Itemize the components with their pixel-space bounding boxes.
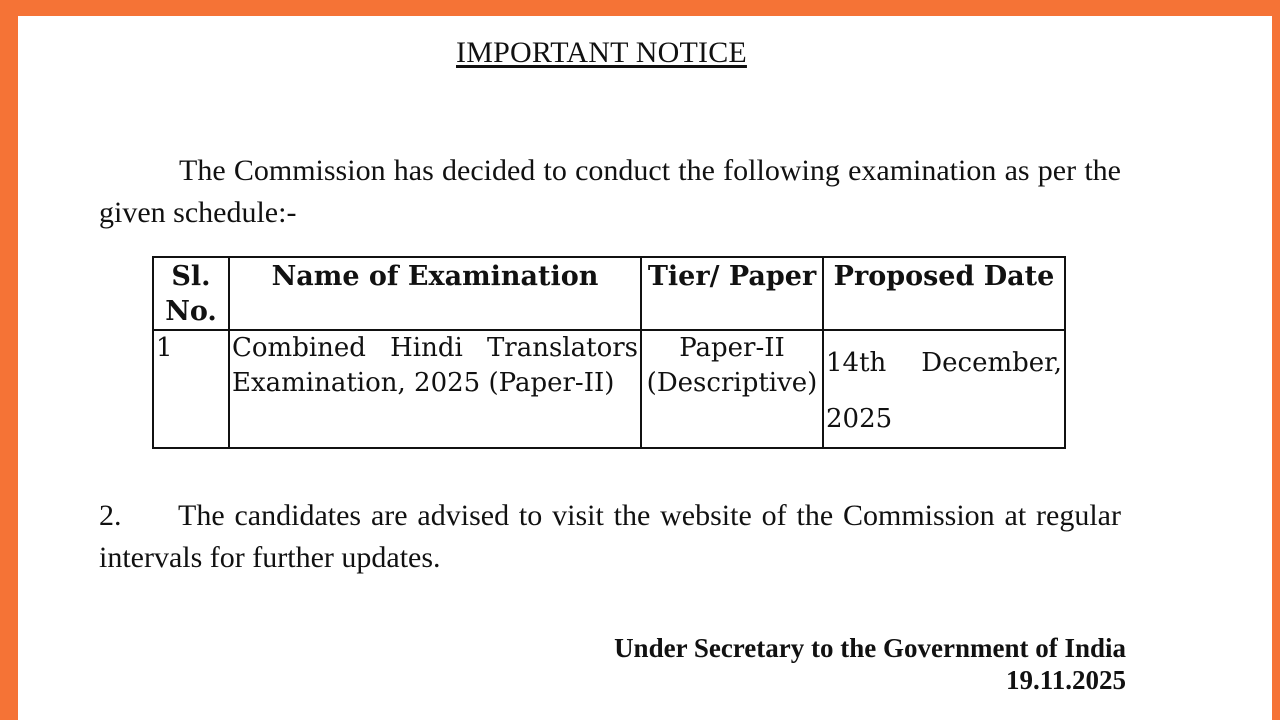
notice-title: IMPORTANT NOTICE [456,36,747,69]
intro-text: The Commission has decided to conduct the following examination as per the given schedule:- [99,154,1121,229]
frame-left-border [0,0,18,720]
table-row [153,330,1065,448]
signatory-designation: Under Secretary to the Government of India [614,633,1126,663]
header-proposed-date: Proposed Date [823,257,1065,330]
table-header-row [153,257,1065,330]
frame-right-border [1272,0,1280,720]
intro-paragraph [99,150,1121,234]
exam-schedule-table [152,256,1066,449]
paragraph-number: 2. [99,499,122,532]
advisory-paragraph [99,495,1121,579]
cell-sl-no: 1 [153,330,229,448]
cell-proposed-date: 14th December, 2025 [823,330,1065,448]
header-exam-name: Name of Examination [229,257,641,330]
cell-exam-name: Combined Hindi Translators Examination, 2025 (Paper-II) [229,330,641,448]
advisory-text: The candidates are advised to visit the website of the Commission at regular intervals for further updates. [99,499,1121,574]
header-sl-no: Sl. No. [153,257,229,330]
cell-tier-paper: Paper-II (Descriptive) [641,330,823,448]
notice-date: 19.11.2025 [1005,665,1126,695]
frame-top-border [0,0,1280,16]
signature-block [614,632,1126,696]
header-tier-paper: Tier/ Paper [641,257,823,330]
